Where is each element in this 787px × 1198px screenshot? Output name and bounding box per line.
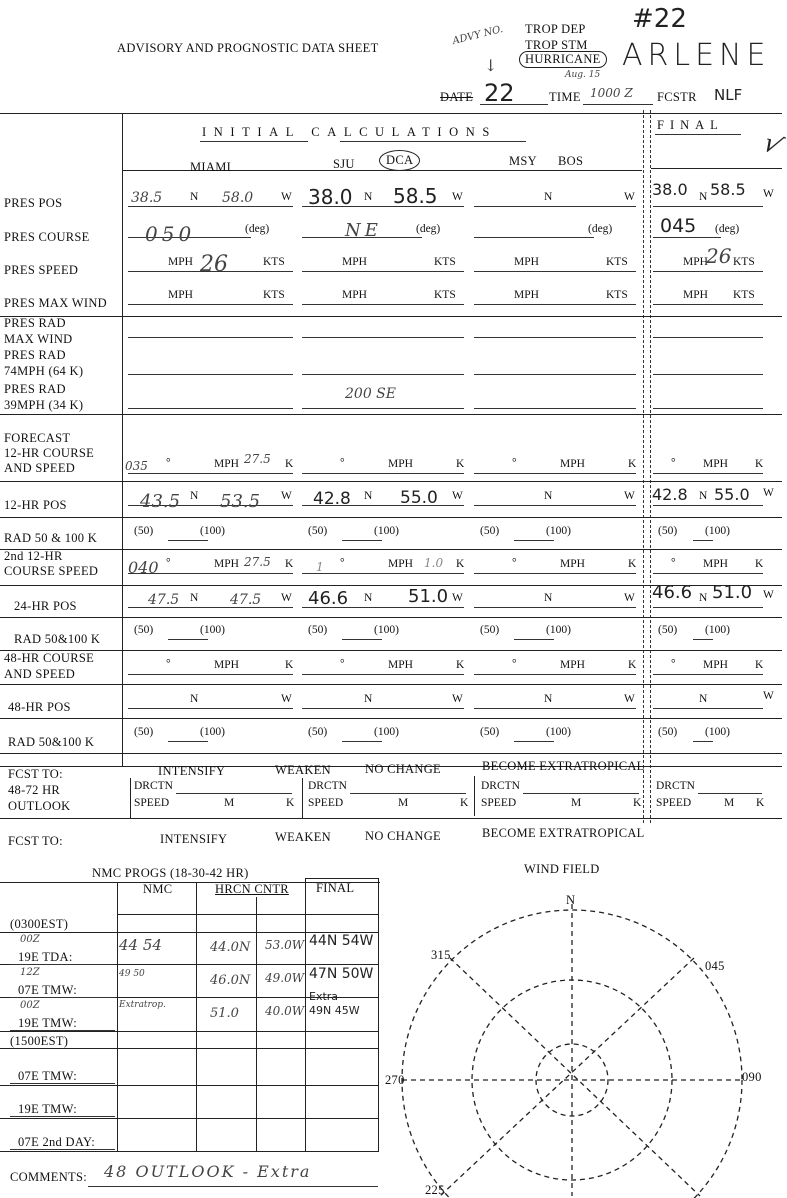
label-48hr-course: 48-HR COURSE AND SPEED <box>4 651 95 681</box>
unit-n: N <box>364 693 373 705</box>
sju-rad39: 200 SE <box>345 386 396 402</box>
unit-deg-sym: ° <box>166 658 171 670</box>
unit-deg-sym: ° <box>340 457 345 469</box>
unit-deg-sym: ° <box>340 557 345 569</box>
unit-mph: MPH <box>214 659 239 671</box>
unit-r50: (50) <box>308 726 328 738</box>
time-value: 1000 Z <box>590 86 633 100</box>
miami-fc12-speed: 27.5 <box>244 452 271 466</box>
time-label: TIME <box>549 90 581 104</box>
label-rad-48hr: RAD 50&100 K <box>8 735 95 749</box>
sju-pos12-lat: 42.8 <box>313 489 351 509</box>
fcst-extratropical-2: BECOME EXTRATROPICAL <box>482 826 645 840</box>
unit-w: W <box>452 592 463 604</box>
fcst-no-change-1: NO CHANGE <box>365 762 441 776</box>
unit-mph: MPH <box>703 659 728 671</box>
outlook-k: K <box>460 797 469 809</box>
wind-label-045: 045 <box>705 959 725 973</box>
fcstr-value: NLF <box>714 86 743 104</box>
col-dca-circled: DCA <box>379 150 420 171</box>
unit-mph: MPH <box>214 558 239 570</box>
date-value: 22 <box>484 79 515 107</box>
unit-deg: (deg) <box>588 223 613 235</box>
unit-w: W <box>763 188 774 200</box>
nmc-row-nmc: Extratrop. <box>119 1000 166 1010</box>
nmc-row-final: 47N 50W <box>309 966 374 982</box>
unit-deg-sym: ° <box>166 557 171 569</box>
unit-n: N <box>364 191 373 203</box>
unit-n: N <box>190 191 199 203</box>
unit-deg-sym: ° <box>512 457 517 469</box>
unit-r100: (100) <box>374 726 399 738</box>
outlook-drctn: DRCTN <box>308 780 347 792</box>
nmc-col-hrcn: HRCN CNTR <box>215 882 289 896</box>
unit-k: K <box>456 458 465 470</box>
sju-pos24-lat: 46.6 <box>308 588 349 609</box>
unit-n: N <box>699 490 708 502</box>
label-pres-pos: PRES POS <box>4 196 63 210</box>
final-pos12-lon: 55.0 <box>714 485 750 504</box>
unit-r50: (50) <box>134 624 154 636</box>
final-pos24-lat: 46.6 <box>652 582 693 603</box>
unit-deg-sym: ° <box>512 557 517 569</box>
wind-label-225: 225 <box>425 1183 445 1197</box>
miami-pos24-lon: 47.5 <box>230 592 262 608</box>
unit-w: W <box>452 693 463 705</box>
unit-n: N <box>190 693 199 705</box>
fcst-to-label-2: FCST TO: <box>8 834 63 848</box>
label-24hr-pos: 24-HR POS <box>14 599 77 613</box>
unit-n: N <box>190 490 199 502</box>
unit-n: N <box>544 592 553 604</box>
nmc-title: NMC PROGS (18-30-42 HR) <box>92 866 249 880</box>
unit-mph: MPH <box>683 256 708 268</box>
unit-deg: (deg) <box>715 223 740 235</box>
unit-k: K <box>628 659 637 671</box>
unit-n: N <box>190 592 199 604</box>
outlook-k: K <box>756 797 765 809</box>
fcst-intensify-2: INTENSIFY <box>160 832 228 846</box>
unit-kts: KTS <box>733 289 755 301</box>
final-course: 045 <box>660 215 697 237</box>
fcstr-label: FCSTR <box>657 90 697 104</box>
nmc-row-label: 19E TDA: <box>18 950 73 964</box>
nmc-section-1500: (1500EST) <box>10 1034 69 1048</box>
unit-n: N <box>544 693 553 705</box>
unit-r100: (100) <box>546 525 571 537</box>
label-rad-12hr: RAD 50 & 100 K <box>4 531 98 545</box>
col-sju: SJU <box>333 157 355 171</box>
unit-w: W <box>624 592 635 604</box>
sju-pos-lon: 58.5 <box>393 184 438 208</box>
unit-k: K <box>755 458 764 470</box>
unit-mph: MPH <box>342 289 367 301</box>
nmc-col-final: FINAL <box>316 881 355 895</box>
unit-r50: (50) <box>308 525 328 537</box>
type-trop-dep: TROP DEP <box>525 22 586 36</box>
nmc-row-label: 07E 2nd DAY: <box>18 1135 95 1149</box>
type-hurricane-circled: HURRICANE <box>519 51 607 68</box>
wind-label-090: 090 <box>742 1070 762 1084</box>
wind-field-title: WIND FIELD <box>524 862 600 876</box>
miami-c2-speed: 27.5 <box>244 555 271 569</box>
date-label: DATE <box>440 90 474 104</box>
unit-mph: MPH <box>388 659 413 671</box>
outlook-m: M <box>724 797 735 809</box>
unit-r50: (50) <box>658 525 678 537</box>
unit-mph: MPH <box>560 558 585 570</box>
label-2nd-12hr-course: 2nd 12-HR COURSE SPEED <box>4 549 99 578</box>
unit-w: W <box>281 592 292 604</box>
col-msy: MSY <box>509 154 537 168</box>
outlook-k: K <box>286 797 295 809</box>
unit-r50: (50) <box>658 624 678 636</box>
nmc-row-note: 00Z <box>20 934 40 945</box>
arrow-down-icon: ↓ <box>484 56 498 75</box>
sju-c2-course: 1 <box>316 560 324 574</box>
initial-calculations-heading: INITIAL CALCULATIONS <box>202 125 497 139</box>
unit-n: N <box>544 490 553 502</box>
nmc-row-label: 07E TMW: <box>18 1069 77 1083</box>
aug-note: Aug. 15 <box>565 70 601 80</box>
outlook-drctn: DRCTN <box>481 780 520 792</box>
unit-r50: (50) <box>480 525 500 537</box>
unit-k: K <box>755 558 764 570</box>
miami-speed: 26 <box>200 252 228 277</box>
nmc-row-h1: 51.0 <box>210 1006 239 1021</box>
unit-r50: (50) <box>134 525 154 537</box>
nmc-row-h2: 49.0W <box>265 971 305 985</box>
unit-k: K <box>456 558 465 570</box>
unit-deg: (deg) <box>245 223 270 235</box>
unit-n: N <box>699 191 708 203</box>
unit-n: N <box>699 592 708 604</box>
unit-mph: MPH <box>168 289 193 301</box>
nmc-row-h2: 53.0W <box>265 938 305 952</box>
nmc-row-h2: 40.0W <box>265 1004 305 1018</box>
unit-k: K <box>456 659 465 671</box>
unit-w: W <box>452 490 463 502</box>
outlook-m: M <box>224 797 235 809</box>
miami-pos24-lat: 47.5 <box>148 592 180 608</box>
unit-r100: (100) <box>705 525 730 537</box>
nmc-row-label: 19E TMW: <box>18 1016 77 1030</box>
unit-r50: (50) <box>134 726 154 738</box>
nmc-row-nmc: 49 50 <box>119 969 145 979</box>
final-pos-lat: 38.0 <box>652 180 688 199</box>
unit-kts: KTS <box>263 289 285 301</box>
unit-w: W <box>763 589 774 601</box>
unit-mph: MPH <box>703 558 728 570</box>
label-outlook: 48-72 HR OUTLOOK <box>8 783 71 813</box>
unit-kts: KTS <box>606 256 628 268</box>
unit-k: K <box>628 558 637 570</box>
unit-w: W <box>452 191 463 203</box>
sju-pos24-lon: 51.0 <box>408 586 449 607</box>
unit-deg-sym: ° <box>671 457 676 469</box>
final-pos-lon: 58.5 <box>710 180 746 199</box>
unit-r100: (100) <box>374 624 399 636</box>
comments-label: COMMENTS: <box>10 1170 88 1184</box>
wind-field-diagram <box>380 890 782 1196</box>
unit-r50: (50) <box>658 726 678 738</box>
miami-pos-lon: 58.0 <box>222 190 254 206</box>
outlook-m: M <box>398 797 409 809</box>
label-pres-rad-max-wind: PRES RAD MAX WIND <box>4 316 73 346</box>
miami-pos-lat: 38.5 <box>131 190 163 206</box>
sju-pos12-lon: 55.0 <box>400 488 438 508</box>
label-12hr-pos: 12-HR POS <box>4 498 67 512</box>
nmc-row-h1: 46.0N <box>210 973 251 988</box>
unit-kts: KTS <box>606 289 628 301</box>
sju-course: NE <box>345 220 382 241</box>
label-forecast-12hr: FORECAST 12-HR COURSE AND SPEED <box>4 431 95 475</box>
final-pos12-lat: 42.8 <box>652 485 688 504</box>
unit-k: K <box>285 458 294 470</box>
unit-mph: MPH <box>703 458 728 470</box>
unit-w: W <box>281 693 292 705</box>
outlook-speed: SPEED <box>481 797 517 809</box>
unit-kts: KTS <box>733 256 755 268</box>
outlook-drctn: DRCTN <box>656 780 695 792</box>
miami-pos12-lon: 53.5 <box>220 491 261 512</box>
col-miami: MIAMI <box>190 160 232 174</box>
final-heading: FINAL <box>657 118 724 132</box>
outlook-speed: SPEED <box>134 797 170 809</box>
unit-kts: KTS <box>263 256 285 268</box>
label-48hr-pos: 48-HR POS <box>8 700 71 714</box>
unit-deg-sym: ° <box>166 457 171 469</box>
wind-label-315: 315 <box>431 948 451 962</box>
unit-mph: MPH <box>388 558 413 570</box>
unit-w: W <box>281 490 292 502</box>
unit-deg: (deg) <box>416 223 441 235</box>
label-pres-max-wind: PRES MAX WIND <box>4 296 107 310</box>
label-pres-rad-39: PRES RAD 39MPH (34 K) <box>4 382 84 412</box>
unit-n: N <box>364 490 373 502</box>
unit-kts: KTS <box>434 256 456 268</box>
unit-k: K <box>285 659 294 671</box>
unit-mph: MPH <box>514 256 539 268</box>
final-pos24-lon: 51.0 <box>712 582 753 603</box>
unit-n: N <box>364 592 373 604</box>
nmc-row-note: 00Z <box>20 1000 40 1011</box>
outlook-drctn: DRCTN <box>134 780 173 792</box>
unit-w: W <box>281 191 292 203</box>
nmc-row-nmc: 44 54 <box>119 936 162 954</box>
fcst-weaken-1: WEAKEN <box>275 763 331 777</box>
unit-mph: MPH <box>560 659 585 671</box>
unit-k: K <box>285 558 294 570</box>
nmc-col-nmc: NMC <box>143 882 173 896</box>
unit-deg-sym: ° <box>671 658 676 670</box>
unit-r50: (50) <box>308 624 328 636</box>
comments-text[interactable]: 48 OUTLOOK - Extra <box>104 1162 312 1181</box>
unit-deg-sym: ° <box>671 557 676 569</box>
wind-label-270: 270 <box>385 1073 405 1087</box>
unit-mph: MPH <box>560 458 585 470</box>
unit-n: N <box>544 191 553 203</box>
storm-name: ARLENE <box>622 38 771 73</box>
final-speed: 26 <box>706 244 732 268</box>
unit-mph: MPH <box>168 256 193 268</box>
sju-c2-speed: 1.0 <box>424 556 444 570</box>
unit-mph: MPH <box>514 289 539 301</box>
advisory-number: #22 <box>632 4 687 34</box>
unit-r100: (100) <box>200 726 225 738</box>
fcst-extratropical-1: BECOME EXTRATROPICAL <box>482 759 645 773</box>
nmc-row-note: 12Z <box>20 967 40 978</box>
unit-r100: (100) <box>374 525 399 537</box>
unit-deg-sym: ° <box>340 658 345 670</box>
miami-course: 050 <box>145 222 196 246</box>
unit-mph: MPH <box>388 458 413 470</box>
unit-n: N <box>699 693 708 705</box>
unit-r100: (100) <box>546 624 571 636</box>
nmc-row-label: 19E TMW: <box>18 1102 77 1116</box>
label-pres-rad-74: PRES RAD 74MPH (64 K) <box>4 348 84 378</box>
unit-w: W <box>624 490 635 502</box>
advy-no-note: ADVY NO. <box>451 23 505 48</box>
unit-w: W <box>763 690 774 702</box>
type-trop-stm: TROP STM <box>525 38 588 52</box>
unit-deg-sym: ° <box>512 658 517 670</box>
outlook-speed: SPEED <box>656 797 692 809</box>
nmc-row-final: 44N 54W <box>309 933 374 949</box>
unit-mph: MPH <box>342 256 367 268</box>
outlook-m: M <box>571 797 582 809</box>
unit-kts: KTS <box>434 289 456 301</box>
label-pres-speed: PRES SPEED <box>4 263 79 277</box>
unit-r100: (100) <box>705 726 730 738</box>
unit-w: W <box>624 693 635 705</box>
unit-k: K <box>755 659 764 671</box>
unit-w: W <box>763 487 774 499</box>
unit-w: W <box>624 191 635 203</box>
col-bos: BOS <box>558 154 584 168</box>
label-pres-course: PRES COURSE <box>4 230 90 244</box>
unit-r50: (50) <box>480 624 500 636</box>
unit-r100: (100) <box>546 726 571 738</box>
nmc-row-label: 07E TMW: <box>18 983 77 997</box>
outlook-k: K <box>633 797 642 809</box>
wind-label-n: N <box>566 893 576 907</box>
fcst-intensify-1: INTENSIFY <box>158 764 226 778</box>
fcst-to-label-1: FCST TO: <box>8 767 63 781</box>
nmc-section-0300: (0300EST) <box>10 917 69 931</box>
unit-r100: (100) <box>200 525 225 537</box>
unit-r100: (100) <box>705 624 730 636</box>
sju-pos-lat: 38.0 <box>308 185 353 209</box>
miami-pos12-lat: 43.5 <box>140 491 181 512</box>
unit-r100: (100) <box>200 624 225 636</box>
miami-fc12-course: 035 <box>125 459 148 473</box>
miami-c2-course: 040 <box>128 558 159 577</box>
unit-mph: MPH <box>683 289 708 301</box>
nmc-row-final: Extra 49N 45W <box>309 990 360 1017</box>
fcst-no-change-2: NO CHANGE <box>365 829 441 843</box>
outlook-speed: SPEED <box>308 797 344 809</box>
check-mark-icon: √ <box>757 127 787 163</box>
sheet-title: ADVISORY AND PROGNOSTIC DATA SHEET <box>117 41 379 55</box>
nmc-row-h1: 44.0N <box>210 940 251 955</box>
label-rad-24hr: RAD 50&100 K <box>14 632 101 646</box>
unit-r50: (50) <box>480 726 500 738</box>
unit-mph: MPH <box>214 458 239 470</box>
fcst-weaken-2: WEAKEN <box>275 830 331 844</box>
unit-k: K <box>628 458 637 470</box>
